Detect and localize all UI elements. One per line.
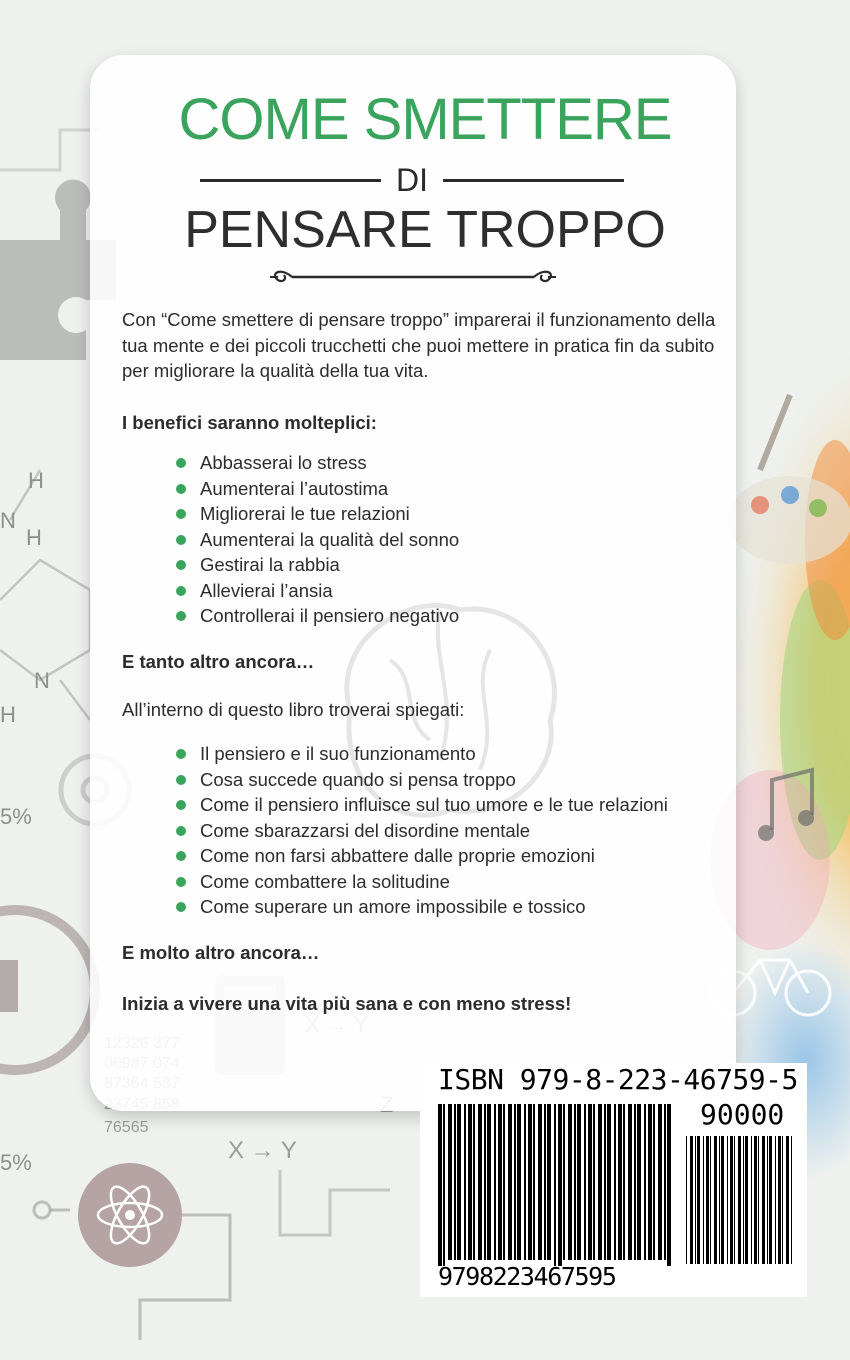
barcode-bar: [786, 1136, 789, 1264]
barcode-bar: [544, 1104, 546, 1260]
barcode-bar: [695, 1136, 696, 1264]
barcode-bar: [791, 1136, 792, 1264]
benefits-list: [176, 450, 459, 629]
barcode-bar: [706, 1136, 709, 1264]
barcode-bar: [690, 1136, 693, 1264]
list-item: Aumenterai la qualità del sonno: [176, 527, 459, 553]
number-line-5: 76565: [104, 1119, 149, 1136]
barcode-bar: [754, 1136, 757, 1264]
barcode-bar: [438, 1104, 442, 1266]
contents-heading: All’interno di questo libro troverai spiegati:: [122, 699, 465, 720]
barcode-bar: [508, 1104, 512, 1260]
barcode-bar: [614, 1104, 616, 1260]
barcode-bar: [558, 1104, 562, 1266]
barcode-bar: [758, 1136, 759, 1264]
price-addon-bars: [686, 1136, 794, 1266]
barcode-bar: [628, 1104, 632, 1260]
barcode-bar: [658, 1104, 662, 1260]
barcode-bar: [719, 1136, 720, 1264]
barcode-bar: [494, 1104, 496, 1260]
barcode-bar: [648, 1104, 652, 1260]
barcode-bar: [634, 1104, 636, 1260]
isbn-label: ISBN 979-8-223-46759-5: [438, 1063, 798, 1096]
barcode-bar: [667, 1104, 671, 1266]
barcode-bar: [769, 1136, 772, 1264]
divider-rule-right: [443, 179, 624, 182]
list-item: Aumenterai l’autostima: [176, 476, 459, 502]
barcode-bar: [588, 1104, 592, 1260]
palette-icon: [728, 476, 850, 564]
list-item: Migliorerai le tue relazioni: [176, 501, 459, 527]
barcode-bar: [727, 1136, 728, 1264]
barcode-bar: [528, 1104, 532, 1260]
barcode-bar: [703, 1136, 704, 1264]
list-item: Come il pensiero influisce sul tuo umore e le tue relazioni: [176, 792, 668, 818]
barcode-bar: [473, 1104, 475, 1260]
list-item: Abbasserai lo stress: [176, 450, 459, 476]
barcode-bar: [762, 1136, 765, 1264]
flourish-ornament: [270, 266, 556, 288]
divider-rule-left: [200, 179, 381, 182]
barcode-bar: [538, 1104, 542, 1260]
barcode-bar: [448, 1104, 452, 1260]
barcode-bar: [468, 1104, 472, 1260]
barcode-bar: [623, 1104, 625, 1260]
barcode-bar: [524, 1104, 526, 1260]
title-line-1: COME SMETTERE: [178, 87, 672, 152]
title-line-2: PENSARE TROPPO: [184, 201, 666, 259]
list-item: Come superare un amore impossibile e tossico: [176, 894, 668, 920]
barcode-bar: [598, 1104, 602, 1260]
atom-icon: [78, 1163, 182, 1267]
barcode-bar: [574, 1104, 576, 1260]
call-to-action: Inizia a vivere una vita più sana e con meno stress!: [122, 993, 572, 1014]
barcode-bar: [563, 1104, 565, 1260]
barcode-bar: [568, 1104, 572, 1260]
barcode-bar: [745, 1136, 748, 1264]
barcode-bar: [604, 1104, 606, 1260]
benefits-heading: I benefici saranno molteplici:: [122, 412, 377, 433]
molecule-atom-5: H: [0, 702, 16, 727]
isbn-digits: 9798223467595: [438, 1262, 616, 1291]
list-item: Come non farsi abbattere dalle proprie emozioni: [176, 843, 668, 869]
barcode-bar: [487, 1104, 491, 1260]
barcode-bar: [775, 1136, 776, 1264]
barcode-bar: [503, 1104, 505, 1260]
barcode-bar: [664, 1104, 666, 1260]
barcode-bar: [751, 1136, 752, 1264]
barcode-bar: [443, 1104, 445, 1266]
list-item: Allevierai l’ansia: [176, 578, 459, 604]
title-divider: [200, 160, 624, 200]
barcode-bar: [767, 1136, 768, 1264]
list-item: Cosa succede quando si pensa troppo: [176, 767, 668, 793]
barcode-bar: [734, 1136, 735, 1264]
barcode-bar: [454, 1104, 456, 1260]
barcode-bar: [637, 1104, 641, 1260]
barcode-bars: [438, 1104, 674, 1266]
molecule-atom-1: H: [28, 468, 44, 493]
barcode-bar: [584, 1104, 586, 1260]
barcode-bar: [697, 1136, 700, 1264]
title-connector: DI: [396, 161, 428, 198]
price-code: 90000: [700, 1098, 785, 1131]
barcode-bar: [743, 1136, 744, 1264]
list-item: Controllerai il pensiero negativo: [176, 603, 459, 629]
barcode-bar: [778, 1136, 781, 1264]
molecule-atom-3: H: [26, 525, 42, 550]
barcode-bar: [653, 1104, 655, 1260]
barcode-bar: [457, 1104, 461, 1260]
barcode-bar: [547, 1104, 551, 1260]
barcode-bar: [514, 1104, 516, 1260]
barcode-bar: [554, 1104, 556, 1266]
barcode-bar: [721, 1136, 724, 1264]
benefits-closing: E tanto altro ancora…: [122, 651, 315, 672]
list-item: Gestirai la rabbia: [176, 552, 459, 578]
list-item: Il pensiero e il suo funzionamento: [176, 741, 668, 767]
barcode-bar: [644, 1104, 646, 1260]
barcode-bar: [484, 1104, 486, 1260]
barcode-bar: [593, 1104, 595, 1260]
percent-label-top: 5%: [0, 804, 32, 829]
barcode-bar: [517, 1104, 521, 1260]
contents-closing: E molto altro ancora…: [122, 942, 320, 963]
barcode-bar: [607, 1104, 611, 1260]
barcode-bar: [782, 1136, 783, 1264]
barcode-bar: [738, 1136, 741, 1264]
list-item: Come sbarazzarsi del disordine mentale: [176, 818, 668, 844]
barcode-bar: [714, 1136, 717, 1264]
list-item: Come combattere la solitudine: [176, 869, 668, 895]
barcode-bar: [618, 1104, 622, 1260]
percent-label-bottom: 5%: [0, 1150, 32, 1175]
barcode-bar: [464, 1104, 466, 1260]
formula-x-y-2: X → Y: [228, 1137, 297, 1164]
contents-list: [176, 741, 668, 920]
barcode-bar: [533, 1104, 535, 1260]
barcode-bar: [710, 1136, 711, 1264]
barcode-bar: [730, 1136, 733, 1264]
intro-paragraph: Con “Come smettere di pensare troppo” imparerai il funzionamento della tua mente e dei piccoli trucchetti che puoi mettere in pratica fin da subito per migliorare la qualità della tua vita.: [122, 309, 716, 381]
barcode-bar: [498, 1104, 502, 1260]
molecule-atom-4: N: [34, 668, 50, 693]
molecule-atom-2: N: [0, 508, 16, 533]
barcode-bar: [686, 1136, 687, 1264]
barcode-bar: [478, 1104, 482, 1260]
barcode-bar: [577, 1104, 581, 1260]
